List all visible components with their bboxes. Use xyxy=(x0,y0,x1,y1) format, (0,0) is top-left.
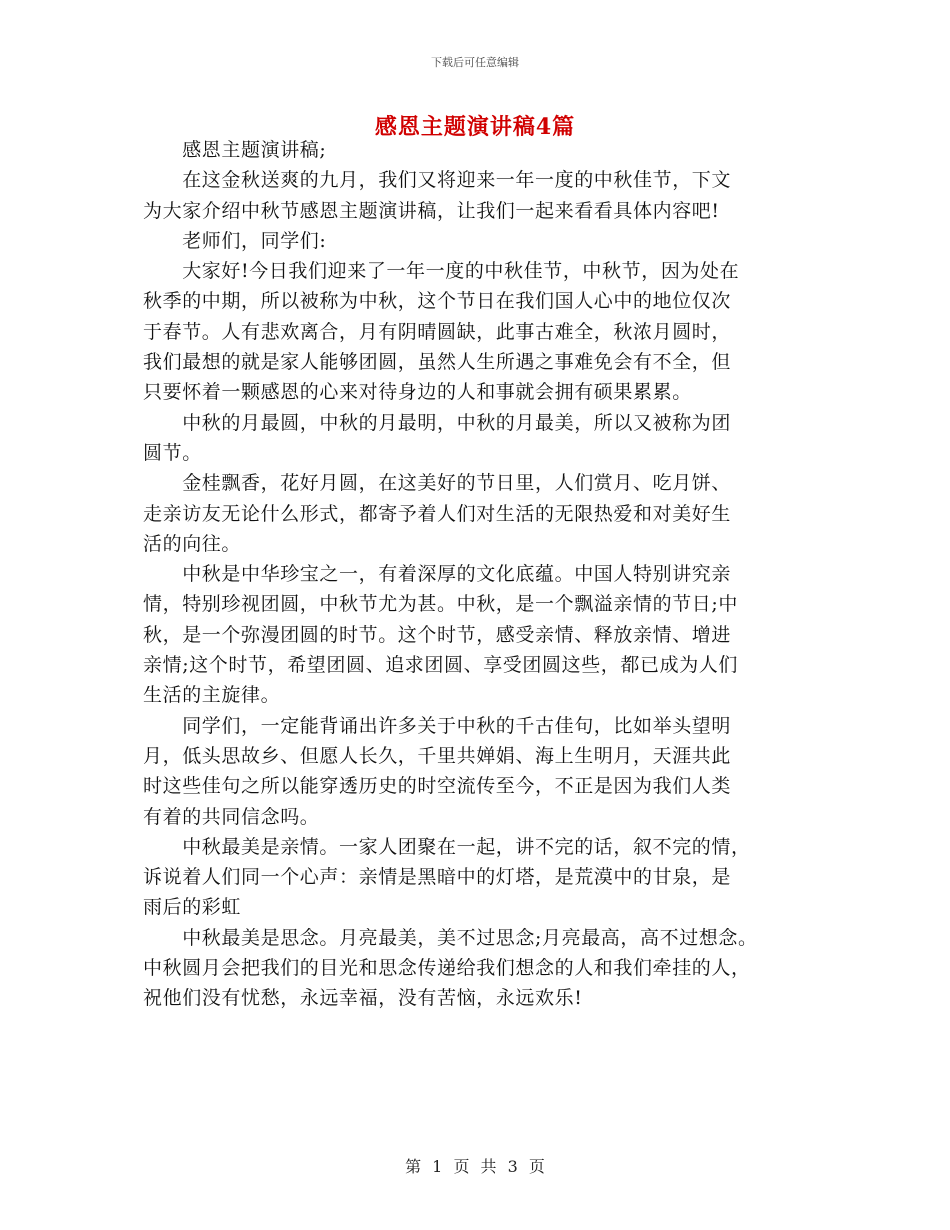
body-text-line: 祝他们没有忧愁，永远幸福，没有苦恼，永远欢乐! xyxy=(143,987,583,1010)
page-header: 下载后可任意编辑 xyxy=(431,56,519,69)
body-text-line: 只要怀着一颗感恩的心来对待身边的人和事就会拥有硕果累累。 xyxy=(143,381,692,404)
body-text-line: 秋季的中期，所以被称为中秋，这个节日在我们国人心中的地位仅次 xyxy=(143,290,732,313)
body-text-line: 在这金秋送爽的九月，我们又将迎来一年一度的中秋佳节，下文 xyxy=(143,169,732,192)
body-text-line: 于春节。人有悲欢离合，月有阴晴圆缺，此事古难全，秋浓月圆时， xyxy=(143,320,732,343)
body-text-line: 大家好!今日我们迎来了一年一度的中秋佳节，中秋节，因为处在 xyxy=(143,260,740,283)
body-text-line: 老师们，同学们: xyxy=(143,229,327,252)
body-text-line: 中秋最美是思念。月亮最美，美不过思念;月亮最高，高不过想念。 xyxy=(143,926,758,949)
body-text-line: 情，特别珍视团圆，中秋节尤为甚。中秋，是一个飘溢亲情的节日;中 xyxy=(143,593,739,616)
body-text-line: 中秋是中华珍宝之一，有着深厚的文化底蕴。中国人特别讲究亲 xyxy=(143,563,732,586)
body-text-line: 我们最想的就是家人能够团圆，虽然人生所遇之事难免会有不全，但 xyxy=(143,351,732,374)
body-text-line: 雨后的彩虹 xyxy=(143,896,242,919)
body-text-line: 感恩主题演讲稿; xyxy=(143,139,327,161)
body-text-line: 诉说着人们同一个心声：亲情是黑暗中的灯塔，是荒漠中的甘泉，是 xyxy=(143,866,732,889)
body-text-line: 生活的主旋律。 xyxy=(143,684,281,707)
body-text-line: 有着的共同信念吗。 xyxy=(143,805,320,828)
body-text-line: 金桂飘香，花好月圆，在这美好的节日里，人们赏月、吃月饼、 xyxy=(143,472,732,495)
body-text-line: 活的向往。 xyxy=(143,532,242,555)
body-text-line: 中秋的月最圆，中秋的月最明，中秋的月最美，所以又被称为团 xyxy=(143,411,732,434)
body-text-line: 中秋圆月会把我们的目光和思念传递给我们想念的人和我们牵挂的人， xyxy=(143,957,751,980)
body-text-line: 为大家介绍中秋节感恩主题演讲稿，让我们一起来看看具体内容吧! xyxy=(143,199,720,222)
body-text-line: 时这些佳句之所以能穿透历史的时空流传至今，不正是因为我们人类 xyxy=(143,775,732,798)
body-text-line: 月，低头思故乡、但愿人长久，千里共婵娟、海上生明月，天涯共此 xyxy=(143,744,732,767)
document-title: 感恩主题演讲稿4篇 xyxy=(374,114,576,140)
body-text-line: 同学们，一定能背诵出许多关于中秋的千古佳句，比如举头望明 xyxy=(143,714,732,737)
page-footer: 第 1 页 共 3 页 xyxy=(405,1157,545,1176)
document-body xyxy=(143,135,823,1014)
body-text-line: 亲情;这个时节，希望团圆、追求团圆、享受团圆这些，都已成为人们 xyxy=(143,654,739,677)
body-text-line: 圆节。 xyxy=(143,441,202,464)
body-text-line: 秋，是一个弥漫团圆的时节。这个时节，感受亲情、释放亲情、增进 xyxy=(143,623,732,646)
body-text-line: 中秋最美是亲情。一家人团聚在一起，讲不完的话，叙不完的情， xyxy=(143,835,751,858)
body-text-line: 走亲访友无论什么形式，都寄予着人们对生活的无限热爱和对美好生 xyxy=(143,502,732,525)
